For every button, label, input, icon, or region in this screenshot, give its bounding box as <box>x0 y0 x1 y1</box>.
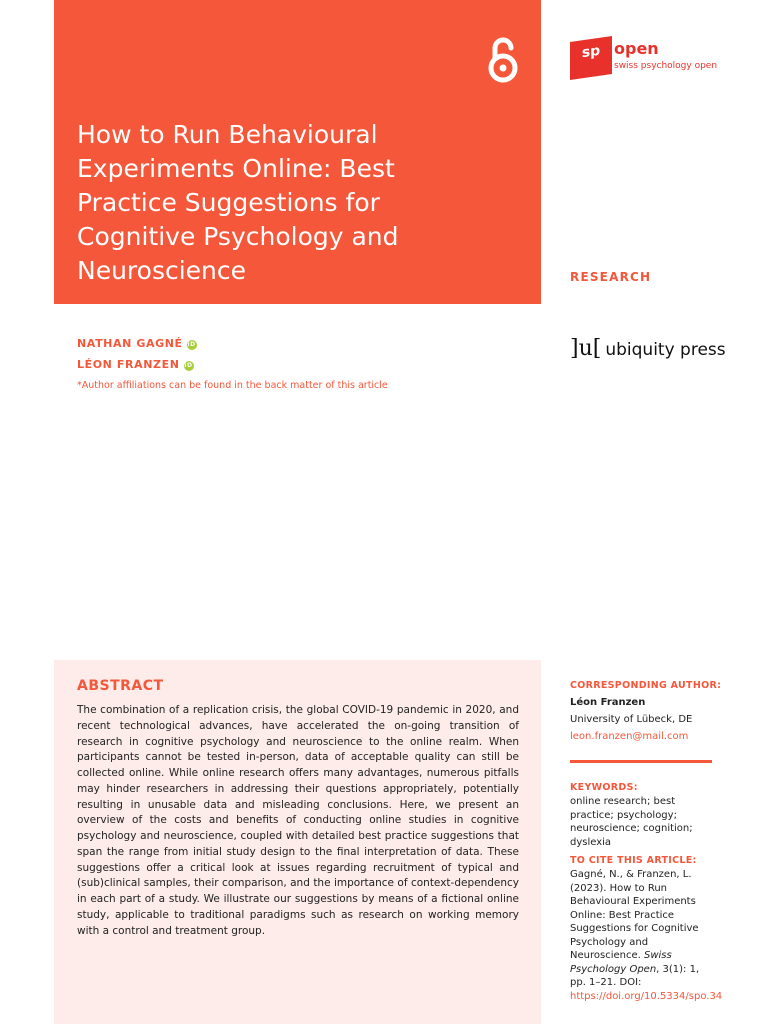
publisher-logo-name: ubiquity press <box>605 340 726 360</box>
citation-text <box>570 868 723 1003</box>
sidebar-divider <box>570 760 712 763</box>
author-name[interactable] <box>77 337 197 350</box>
keywords-text: online research; best practice; psychology; neuroscience; cognition; dyslexia <box>570 796 693 848</box>
journal-logo-mark: sp <box>570 36 612 80</box>
citation-main: Gagné, N., & Franzen, L. (2023). How to Run Behavioural Experiments Online: Best Practice Suggestions for Cognitive Psychology and Neuroscience. <box>570 869 699 961</box>
journal-logo-subtitle: swiss psychology open <box>614 61 718 71</box>
corresponding-author-institution: University of Lübeck, DE <box>570 714 693 725</box>
abstract-section <box>54 660 541 1024</box>
doi-link[interactable]: https://doi.org/10.5334/spo.34 <box>570 990 723 1002</box>
article-title: How to Run Behavioural Experiments Online: Best Practice Suggestions for Cognitive Psychology and Neuroscience <box>77 120 399 285</box>
citation-journal: Swiss Psychology Open <box>570 950 672 975</box>
corresponding-author-email-link[interactable]: leon.franzen@mail.com <box>570 731 689 742</box>
author-name-text: NATHAN GAGNÉ <box>77 337 183 350</box>
journal-logo[interactable] <box>570 37 720 81</box>
orcid-icon[interactable]: iD <box>187 341 196 348</box>
abstract-heading: ABSTRACT <box>77 678 164 694</box>
title-banner <box>54 0 541 304</box>
journal-logo-name: open <box>614 39 659 58</box>
author-name[interactable] <box>77 358 194 371</box>
corresponding-author-heading: CORRESPONDING AUTHOR: <box>570 680 722 691</box>
keywords-heading: KEYWORDS: <box>570 782 638 793</box>
corresponding-author-name: Léon Franzen <box>570 697 646 708</box>
open-access-lock-icon <box>486 34 520 84</box>
article-type-label: RESEARCH <box>570 270 652 284</box>
publisher-logo-mark: ]u[ <box>570 336 602 361</box>
publisher-logo[interactable] <box>570 336 726 361</box>
author-name-text: LÉON FRANZEN <box>77 358 180 371</box>
orcid-icon[interactable]: iD <box>184 362 193 369</box>
citation-details: , 3(1): 1, pp. 1–21. DOI: <box>570 963 700 988</box>
affiliation-note: *Author affiliations can be found in the back matter of this article <box>77 380 388 391</box>
cite-heading: TO CITE THIS ARTICLE: <box>570 855 697 866</box>
abstract-text: The combination of a replication crisis, the global COVID-19 pandemic in 2020, and recent technological advances, have accelerated the on-going transition of research in cognitive psychology and neuroscience to the online realm. When participants cannot be tested in-person, data of acceptable quality can still be collected online. While online research offers many advantages, numerous pitfalls may hinder researchers in addressing their questions appropriately, potentially resulting in unusable data and misleading conclusions. Here, we present an overview of the costs and benefits of conducting online studies in cognitive psychology and neuroscience, coupled with detailed best practice suggestions that span the range from initial study design to the final interpretation of data. These suggestions offer a critical look at issues regarding recruitment of typical and (sub)clinical samples, their comparison, and the importance of context-dependency in each part of a study. We illustrate our suggestions by means of a fictional online study, applicable to traditional paradigms such as research on working memory with a control and treatment group. <box>77 704 519 937</box>
